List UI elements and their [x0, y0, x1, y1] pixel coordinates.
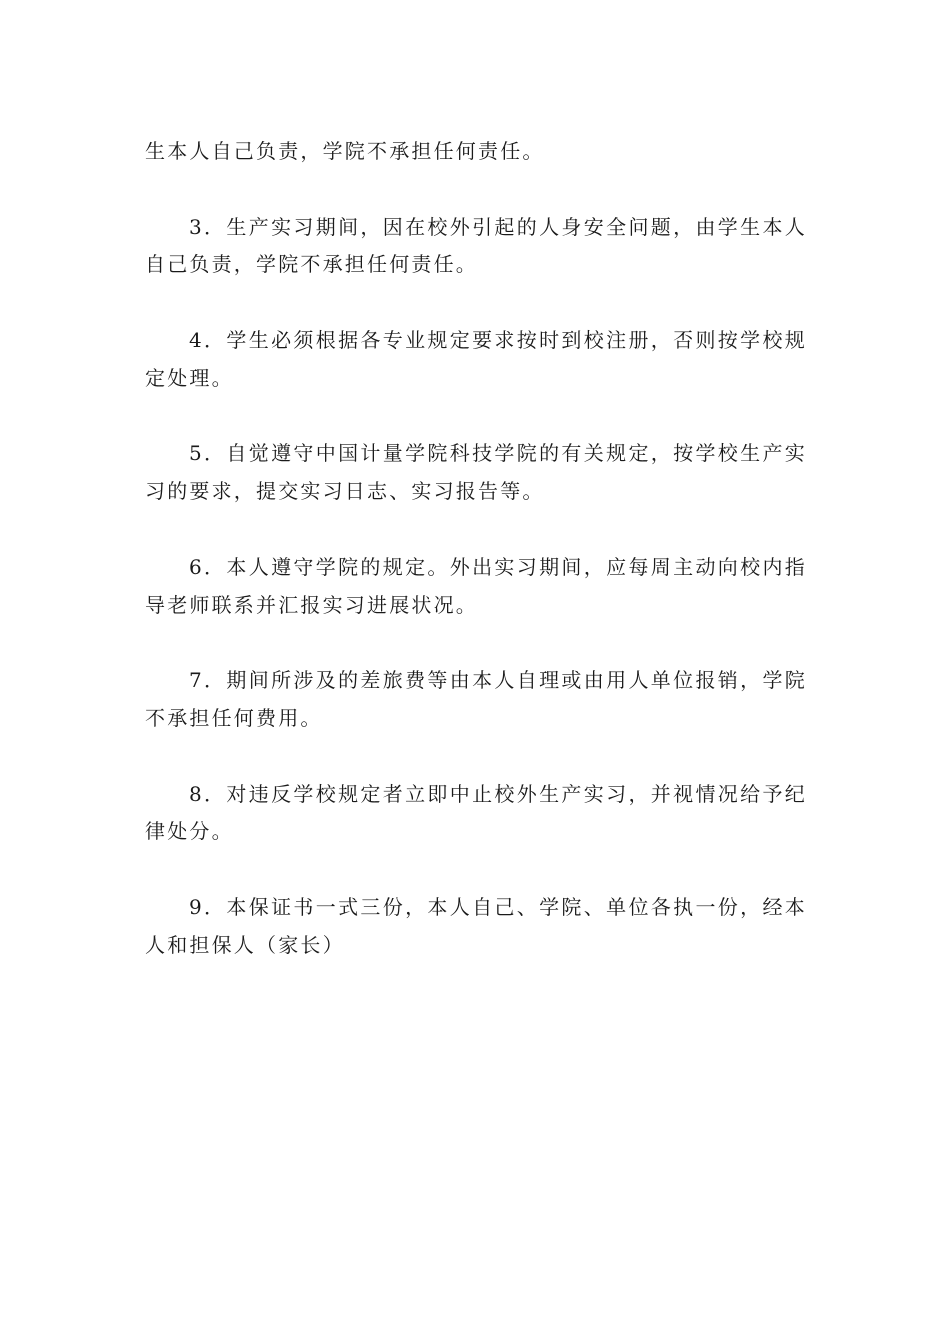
paragraph-item-9: 9．本保证书一式三份，本人自己、学院、单位各执一份，经本人和担保人（家长）	[145, 894, 807, 957]
paragraph-continuation: 生本人自己负责，学院不承担任何责任。	[145, 139, 545, 163]
paragraph-item-6: 6．本人遵守学院的规定。外出实习期间，应每周主动向校内指导老师联系并汇报实习进展状况。	[145, 554, 807, 617]
paragraph-item-7: 7．期间所涉及的差旅费等由本人自理或由用人单位报销，学院不承担任何费用。	[145, 668, 807, 730]
paragraph-item-4: 4．学生必须根据各专业规定要求按时到校注册，否则按学校规定处理。	[145, 327, 807, 390]
paragraph-item-8: 8．对违反学校规定者立即中止校外生产实习，并视情况给予纪律处分。	[145, 781, 807, 844]
paragraph-item-3: 3．生产实习期间，因在校外引起的人身安全问题，由学生本人自己负责，学院不承担任何责任。	[145, 214, 807, 277]
paragraph-item-5: 5．自觉遵守中国计量学院科技学院的有关规定，按学校生产实习的要求，提交实习日志、实习报告等。	[145, 441, 807, 504]
body-text	[145, 133, 807, 1002]
